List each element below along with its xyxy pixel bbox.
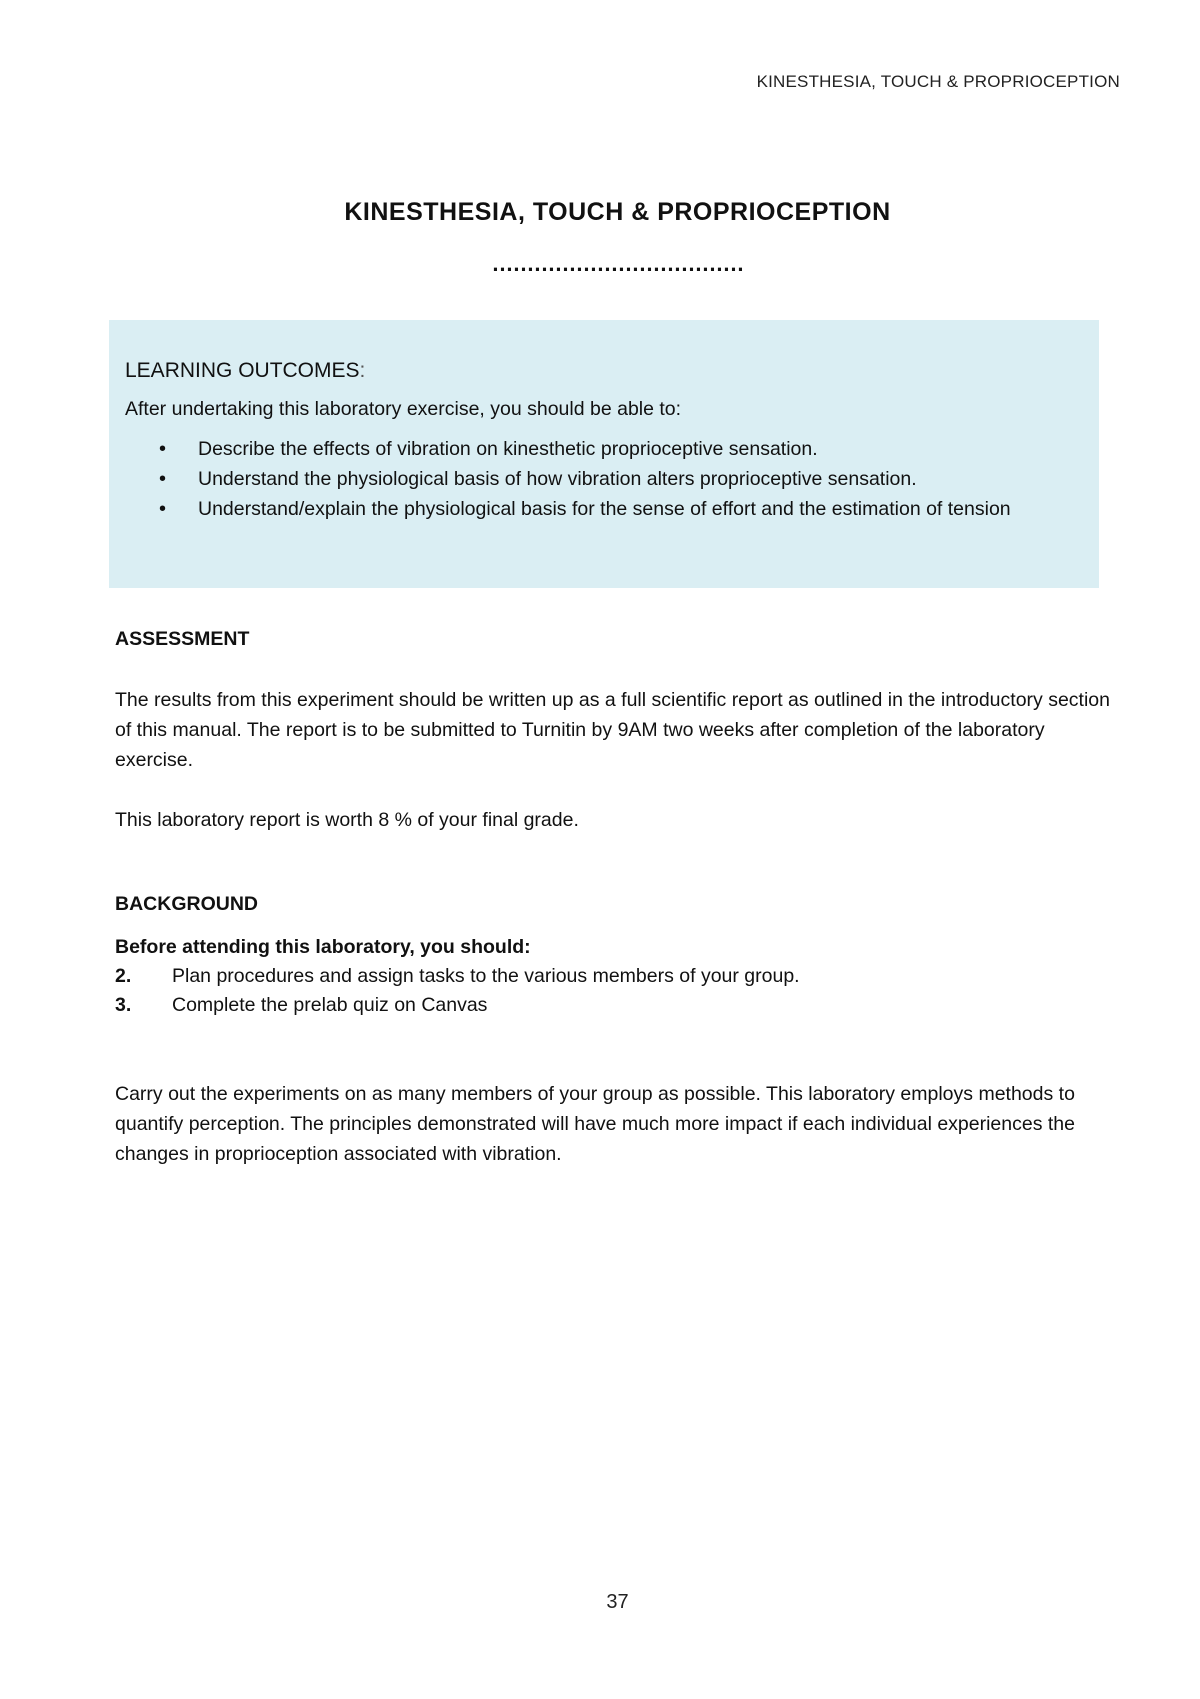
list-item-text: Plan procedures and assign tasks to the various members of your group. [172,965,800,987]
learning-outcomes-heading [125,358,1083,384]
title-divider-dots: ……………………………… [491,251,744,276]
bullet-icon: • [159,438,167,460]
assessment-heading: ASSESSMENT [115,628,250,650]
learning-outcomes-heading-colon: : [359,359,366,382]
assessment-paragraph: The results from this experiment should be written up as a full scientific report as outlined in the introductory section of this manual. The report is to be submitted to Turnitin by 9AM two weeks after completion of the laboratory exercise. [115,689,1110,771]
page-number: 37 [606,1591,629,1613]
learning-outcomes-box [109,320,1099,588]
learning-outcome-item [125,434,1083,464]
learning-outcome-text: Understand the physiological basis of how vibration alters proprioceptive sensation. [198,468,917,490]
bullet-icon: • [159,498,167,520]
list-item-number: 2. [115,965,132,987]
list-item [115,991,1115,1020]
learning-outcomes-list [125,434,1083,524]
running-header: KINESTHESIA, TOUCH & PROPRIOCEPTION [756,72,1120,91]
background-paragraph: Carry out the experiments on as many members of your group as possible. This laboratory employs methods to quantify perception. The principles demonstrated will have much more impact if each individual experiences the changes in proprioception associated with vibration. [115,1083,1075,1165]
list-item-text: Complete the prelab quiz on Canvas [172,994,488,1016]
list-item [115,962,1115,991]
background-heading: BACKGROUND [115,893,258,915]
page-title: KINESTHESIA, TOUCH & PROPRIOCEPTION [344,198,891,226]
learning-outcome-item [125,464,1083,494]
learning-outcomes-intro: After undertaking this laboratory exercise, you should be able to: [125,398,682,420]
prelab-checklist [115,933,1115,1020]
grade-weight-paragraph: This laboratory report is worth 8 % of your final grade. [115,809,579,831]
list-item-number: 3. [115,994,132,1016]
learning-outcomes-heading-text: LEARNING OUTCOMES [125,359,360,382]
learning-outcome-text: Describe the effects of vibration on kinesthetic proprioceptive sensation. [198,438,818,460]
learning-outcome-item [125,494,1083,524]
prelab-subheading: Before attending this laboratory, you should: [115,936,531,958]
bullet-icon: • [159,468,167,490]
learning-outcome-text: Understand/explain the physiological basis for the sense of effort and the estimation of tension [198,498,1011,520]
